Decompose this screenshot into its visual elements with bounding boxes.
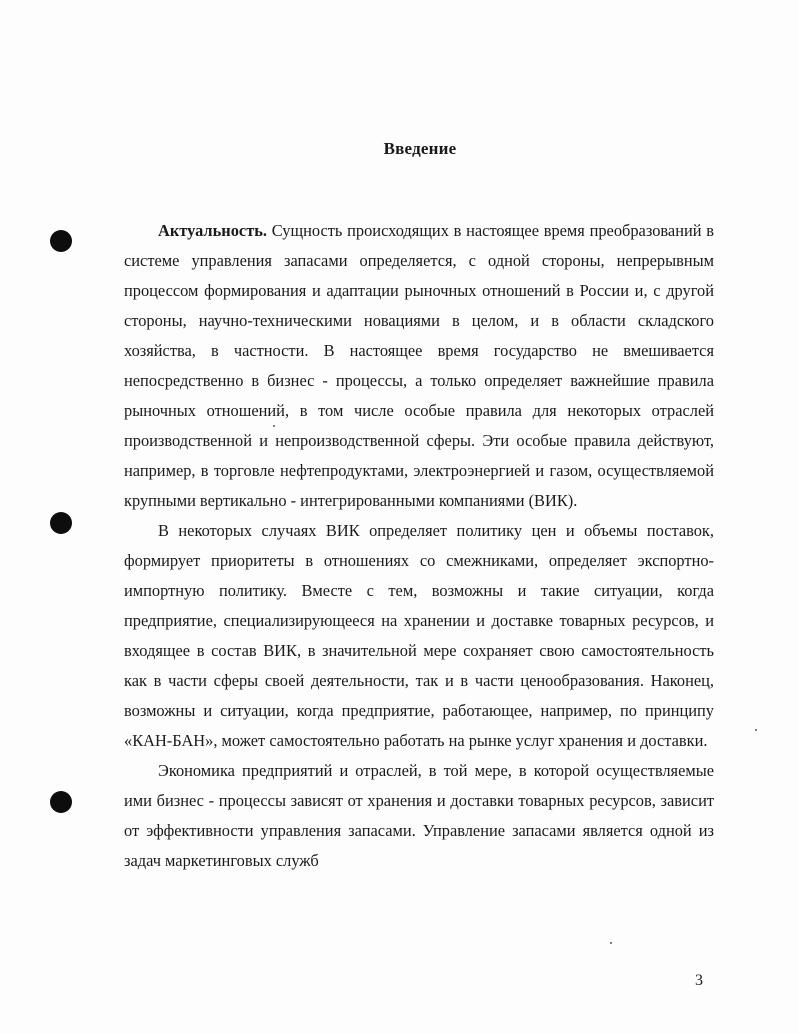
paragraph (124, 516, 714, 756)
punch-hole-middle (50, 512, 72, 534)
scan-speck (755, 729, 757, 731)
paragraph (124, 216, 714, 516)
page-number: 3 (695, 972, 703, 989)
paragraph-text: В некоторых случаях ВИК определяет политику цен и объемы поставок, формирует приоритеты в отношениях со смежниками, определяет экспортно-импортную политику. Вместе с тем, возможны и такие ситуации, когда предприятие, специализирующееся на хранении и доставке товарных ресурсов, и входящее в состав ВИК, в значительной мере сохраняет свою самостоятельность как в части сферы своей деятельности, так и в части ценообразования. Наконец, возможны и ситуации, когда предприятие, работающее, например, по принципу «КАН-БАН», может самостоятельно работать на рынке услуг хранения и доставки. (124, 521, 714, 750)
body-text (124, 216, 714, 876)
punch-hole-bottom (50, 791, 72, 813)
scan-speck (610, 942, 612, 944)
paragraph (124, 756, 714, 876)
page-title: Введение (383, 139, 457, 158)
punch-hole-top (50, 230, 72, 252)
paragraph-lead: Актуальность. (158, 221, 268, 240)
paragraph-text: Сущность происходящих в настоящее время преобразований в системе управления запасами определяется, с одной стороны, непрерывным процессом формирования и адаптации рыночных отношений в России и, с другой стороны, научно-техническими новациями в целом, и в области складского хозяйства, в частности. В настоящее время государство не вмешивается непосредственно в бизнес - процессы, а только определяет важнейшие правила рыночных отношений, в том числе особые правила для некоторых отраслей производственной и непроизводственной сферы. Эти особые правила действуют, например, в торговле нефтепродуктами, электроэнергией и газом, осуществляемой крупными вертикально - интегрированными компаниями (ВИК). (124, 221, 714, 510)
paragraph-text: Экономика предприятий и отраслей, в той мере, в которой осуществляемые ими бизнес - процессы зависят от хранения и доставки товарных ресурсов, зависит от эффективности управления запасами. Управление запасами является одной из задач маркетинговых служб (124, 761, 714, 870)
